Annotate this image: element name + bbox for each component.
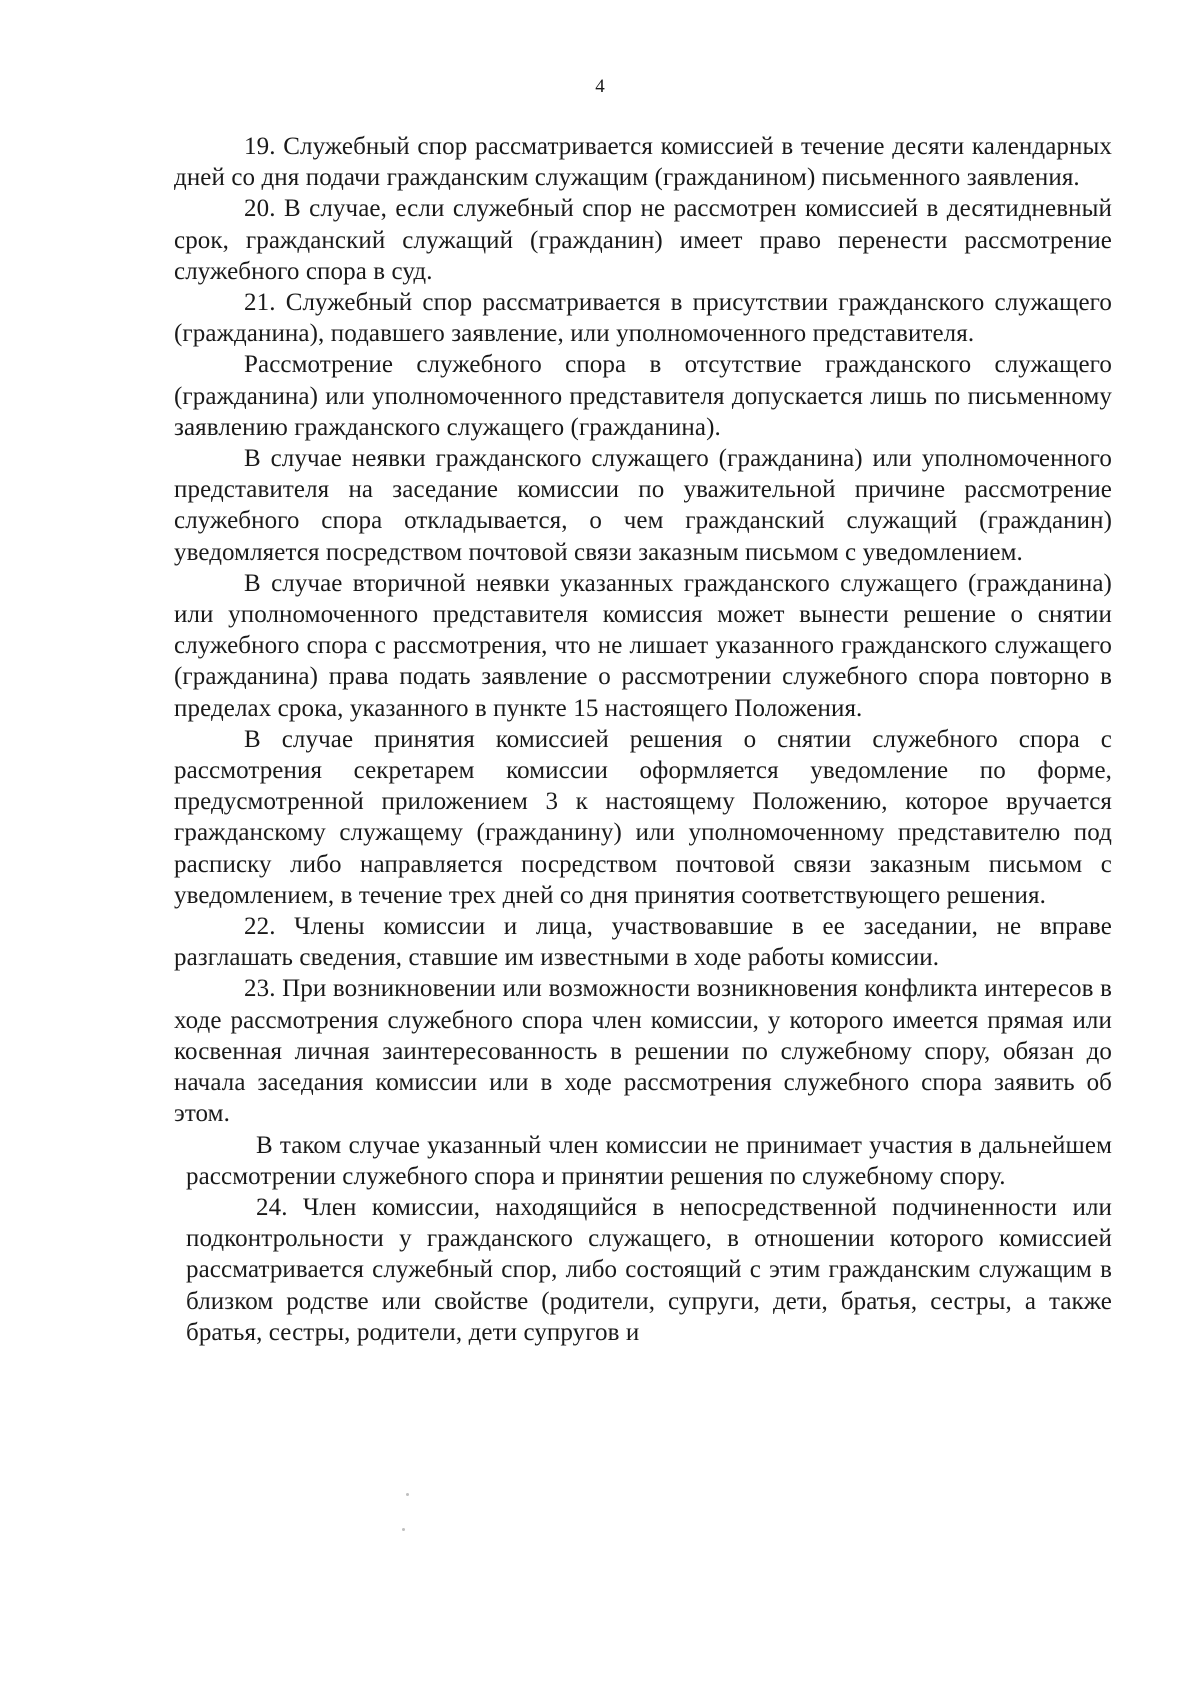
paragraph-21: 21. Служебный спор рассматривается в присутствии гражданского служащего (гражданина), подавшего заявление, или уполномоченного представителя. <box>174 289 1112 348</box>
paragraph-20: 20. В случае, если служебный спор не рассмотрен комиссией в десятидневный срок, гражданский служащий (гражданин) имеет право перенести рассмотрение служебного спора в суд. <box>174 195 1112 285</box>
paragraph-23: 23. При возникновении или возможности возникновения конфликта интересов в ходе рассмотрения служебного спора член комиссии, у которого имеется прямая или косвенная личная заинтересованность в решении по служебному спору, обязан до начала заседания комиссии или в ходе рассмотрения служебного спора заявить об этом. <box>174 975 1112 1128</box>
paragraph-21-absence: Рассмотрение служебного спора в отсутствие гражданского служащего (гражданина) или уполномоченного представителя допускается лишь по письменному заявлению гражданского служащего (гражданина). <box>174 351 1112 441</box>
paragraph-21-withdrawal-notice: В случае принятия комиссией решения о снятии служебного спора с рассмотрения секретарем комиссии оформляется уведомление по форме, предусмотренной приложением 3 к настоящему Положению, которое вручается гражданскому служащему (гражданину) или уполномоченному представителю под расписку либо направляется посредством почтовой связи заказным письмом с уведомлением, в течение трех дней со дня принятия соответствующего решения. <box>174 725 1112 909</box>
document-body <box>174 131 1112 1348</box>
scan-speck <box>402 1528 405 1531</box>
paragraph-24: 24. Член комиссии, находящийся в непосредственной подчиненности или подконтрольности у гражданского служащего, в отношении которого комиссией рассматривается служебный спор, либо состоящий с этим гражданским служащим в близком родстве или свойстве (родители, супруги, дети, братья, сестры, а также братья, сестры, родители, дети супругов и <box>186 1193 1112 1346</box>
paragraph-19: 19. Служебный спор рассматривается комиссией в течение десяти календарных дней со дня подачи гражданским служащим (гражданином) письменного заявления. <box>174 133 1112 192</box>
page-number: 4 <box>595 76 605 97</box>
paragraph-21-nonappearance: В случае неявки гражданского служащего (гражданина) или уполномоченного представителя на заседание комиссии по уважительной причине рассмотрение служебного спора откладывается, о чем гражданский служащий (гражданин) уведомляется посредством почтовой связи заказным письмом с уведомлением. <box>174 445 1112 566</box>
paragraph-23-recusal: В таком случае указанный член комиссии не принимает участия в дальнейшем рассмотрении служебного спора и принятии решения по служебному спору. <box>186 1131 1112 1190</box>
paragraph-22: 22. Члены комиссии и лица, участвовавшие в ее заседании, не вправе разглашать сведения, ставшие им известными в ходе работы комиссии. <box>174 913 1112 972</box>
paragraph-21-second-nonappearance: В случае вторичной неявки указанных гражданского служащего (гражданина) или уполномоченного представителя комиссия может вынести решение о снятии служебного спора с рассмотрения, что не лишает указанного гражданского служащего (гражданина) права подать заявление о рассмотрении служебного спора повторно в пределах срока, указанного в пункте 15 настоящего Положения. <box>174 569 1112 722</box>
scan-speck <box>406 1493 409 1496</box>
